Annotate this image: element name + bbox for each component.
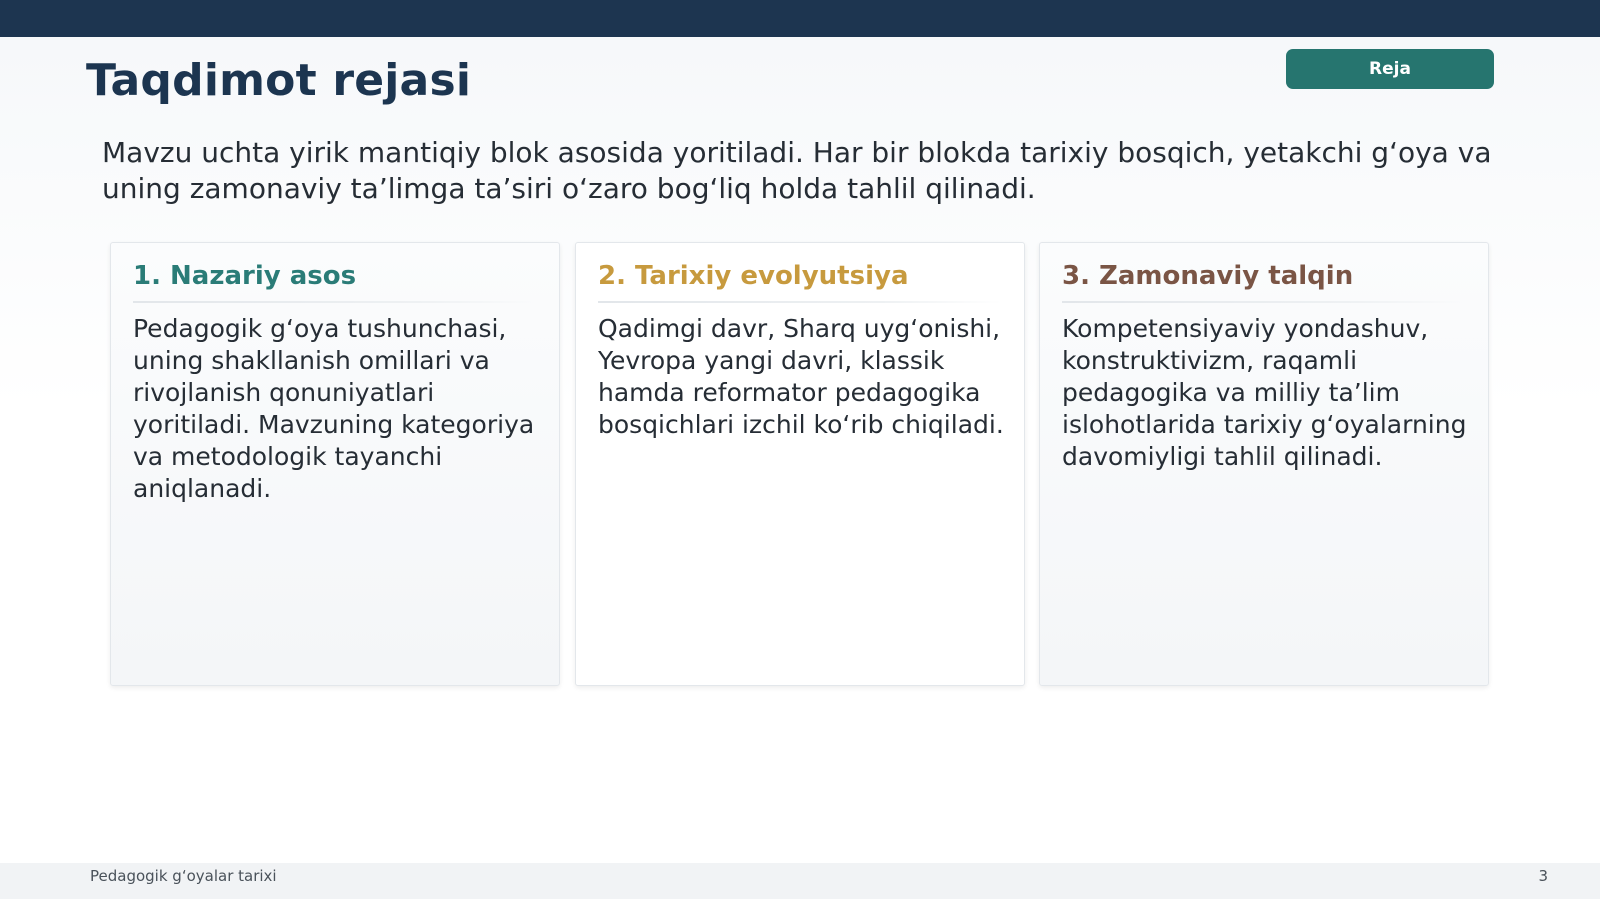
card-body: Kompetensiyaviy yondashuv, konstruktivizm, raqamli pedagogika va milliy ta’lim islohotlarida tarixiy g‘oyalarning davomiyligi tahlil qilinadi. bbox=[1062, 314, 1467, 471]
card-divider bbox=[133, 301, 537, 303]
card-title: 3. Zamonaviy talqin bbox=[1062, 261, 1354, 291]
card-title: 2. Tarixiy evolyutsiya bbox=[598, 261, 909, 291]
card-theoretical-basis bbox=[110, 242, 560, 686]
card-divider bbox=[598, 301, 1002, 303]
section-badge: Reja bbox=[1286, 49, 1494, 89]
intro-text: Mavzu uchta yirik mantiqiy blok asosida yoritiladi. Har bir blokda tarixiy bosqich, yetakchi g‘oya va uning zamonaviy ta’limga ta’siri o‘zaro bog‘liq holda tahlil qilinadi. bbox=[102, 136, 1492, 205]
top-bar bbox=[0, 0, 1600, 37]
card-historical-evolution bbox=[575, 242, 1025, 686]
footer-deck-title: Pedagogik g‘oyalar tarixi bbox=[90, 867, 277, 885]
card-title: 1. Nazariy asos bbox=[133, 261, 357, 291]
card-modern-interpretation bbox=[1039, 242, 1489, 686]
card-divider bbox=[1062, 301, 1466, 303]
card-body: Pedagogik g‘oya tushunchasi, uning shakllanish omillari va rivojlanish qonuniyatlari yoritiladi. Mavzuning kategoriya va metodologik tayanchi aniqlanadi. bbox=[133, 314, 535, 503]
card-body: Qadimgi davr, Sharq uyg‘onishi, Yevropa yangi davri, klassik hamda reformator pedagogika bosqichlari izchil ko‘rib chiqiladi. bbox=[598, 314, 1004, 439]
slide-title: Taqdimot rejasi bbox=[86, 55, 472, 106]
page-number: 3 bbox=[1538, 867, 1548, 885]
